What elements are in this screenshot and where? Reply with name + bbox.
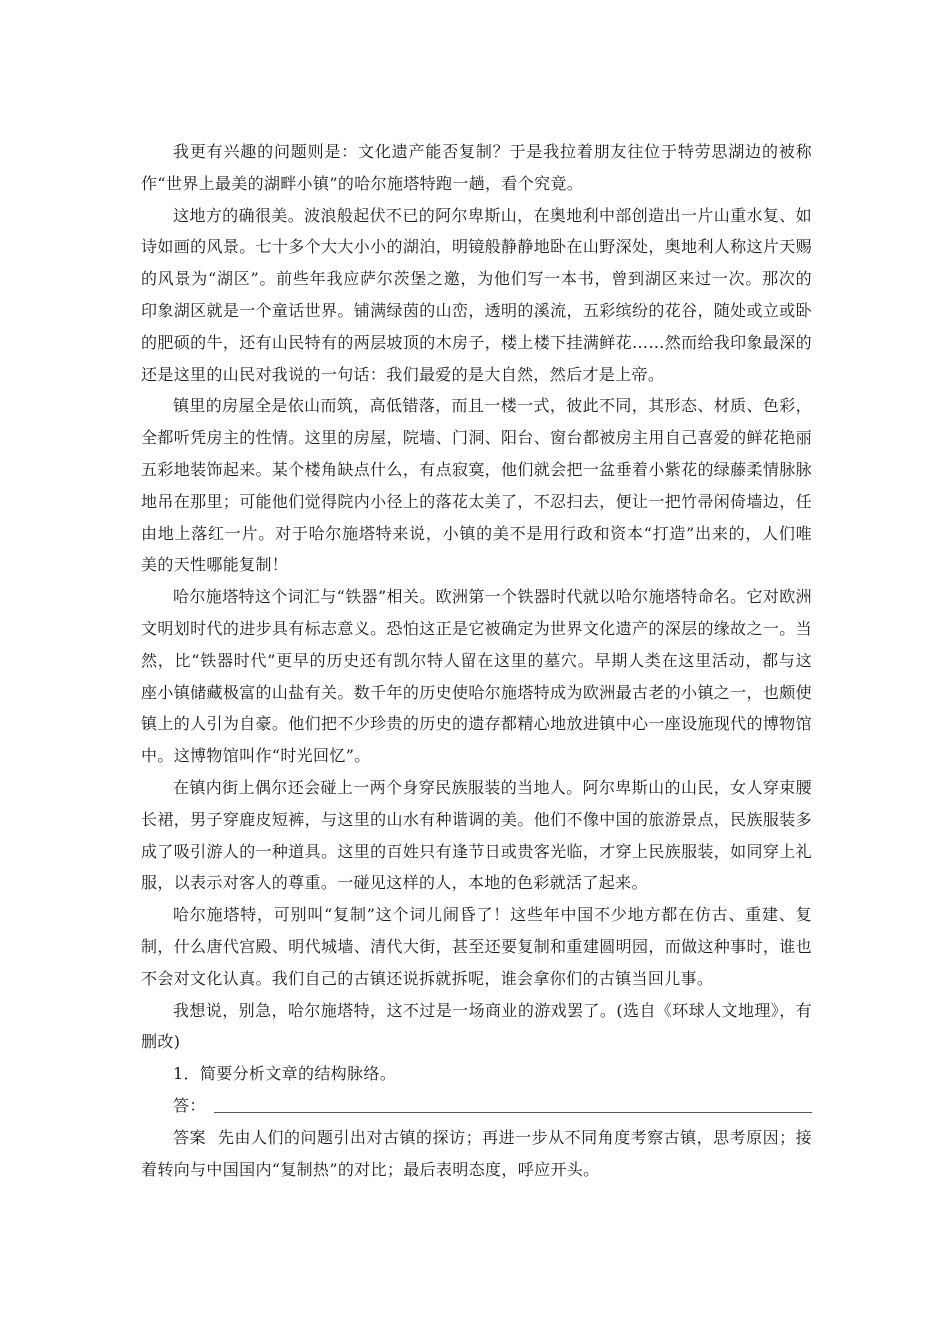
answer-prompt: 答： [173, 1095, 206, 1115]
paragraph-7: 我想说，别急，哈尔施塔特，这不过是一场商业的游戏罢了。(选自《环球人文地理》，有删改) [141, 1000, 812, 1052]
answer-underline [214, 1092, 812, 1113]
answer-tag: 答案 [173, 1127, 207, 1147]
paragraph-4: 哈尔施塔特这个词汇与“铁器”相关。欧洲第一个铁器时代就以哈尔施塔特命名。它对欧洲文明划时代的进步具有标志意义。恐怕这正是它被确定为世界文化遗产的深层的缘故之一。当然，比“铁器时代”更早的历史还有凯尔特人留在这里的墓穴。早期人类在这里活动，都与这座小镇储藏极富的山盐有关。数千年的历史使哈尔施塔特成为欧洲最古老的小镇之一，也颇使镇上的人引为自豪。他们把不少珍贵的历史的遗存都精心地放进镇中心一座设施现代的博物馆中。这博物馆叫作“时光回忆”。 [141, 587, 812, 766]
answer-blank-line [141, 1090, 812, 1122]
paragraph-6: 哈尔施塔特，可别叫“复制”这个词儿闹昏了！这些年中国不少地方都在仿古、重建、复制，什么唐代宫殿、明代城墙、清代大街，甚至还要复制和重建圆明园，而做这种事时，谁也不会对文化认真。我们自己的古镇还说拆就拆呢，谁会拿你们的古镇当回儿事。 [141, 905, 812, 988]
paragraph-3: 镇里的房屋全是依山而筑，高低错落，而且一楼一式，彼此不同，其形态、材质、色彩，全都听凭房主的性情。这里的房屋，院墙、门洞、阳台、窗台都被房主用自己喜爱的鲜花艳丽五彩地装饰起来。某个楼角缺点什么，有点寂寞，他们就会把一盆垂着小紫花的绿藤柔情脉脉地吊在那里；可能他们觉得院内小径上的落花太美了，不忍扫去，便让一把竹帚闲倚墙边，任由地上落红一片。对于哈尔施塔特来说，小镇的美不是用行政和资本“打造”出来的，人们唯美的天性哪能复制！ [141, 396, 812, 575]
answer-block [141, 1122, 812, 1186]
paragraph-1: 我更有兴趣的问题则是：文化遗产能否复制？于是我拉着朋友往位于特劳思湖边的被称作“世界上最美的湖畔小镇”的哈尔施塔特跑一趟，看个究竟。 [141, 142, 812, 193]
article-body [141, 136, 812, 1185]
question-1: 1．简要分析文章的结构脉络。 [173, 1064, 397, 1084]
answer-text: 先由人们的问题引出对古镇的探访；再进一步从不同角度考察古镇，思考原因；接着转向与中国国内“复制热”的对比；最后表明态度，呼应开头。 [141, 1127, 812, 1179]
paragraph-2: 这地方的确很美。波浪般起伏不已的阿尔卑斯山，在奥地利中部创造出一片山重水复、如诗如画的风景。七十多个大大小小的湖泊，明镜般静静地卧在山野深处，奥地利人称这片天赐的风景为“湖区”。前些年我应萨尔茨堡之邀，为他们写一本书，曾到湖区来过一次。那次的印象湖区就是一个童话世界。铺满绿茵的山峦，透明的溪流，五彩缤纷的花谷，随处或立或卧的肥硕的牛，还有山民特有的两层坡顶的木房子，楼上楼下挂满鲜花……然而给我印象最深的还是这里的山民对我说的一句话：我们最爱的是大自然，然后才是上帝。 [141, 205, 812, 384]
paragraph-5: 在镇内街上偶尔还会碰上一两个身穿民族服装的当地人。阿尔卑斯山的山民，女人穿束腰长裙，男子穿鹿皮短裤，与这里的山水有种谐调的美。他们不像中国的旅游景点，民族服装多成了吸引游人的一种道具。这里的百姓只有逢节日或贵客光临，才穿上民族服装，如同穿上礼服，以表示对客人的尊重。一碰见这样的人，本地的色彩就活了起来。 [141, 777, 812, 893]
